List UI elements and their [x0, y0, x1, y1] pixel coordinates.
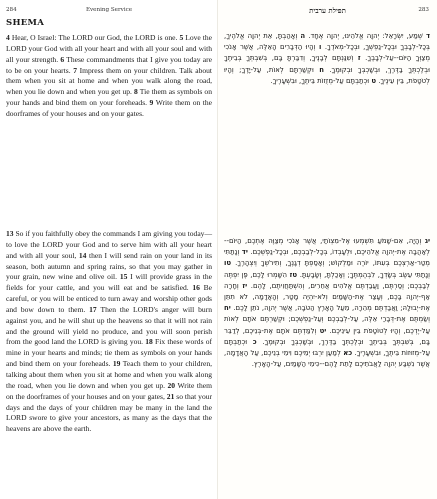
verse-number: 5: [179, 33, 184, 42]
verse-number: ז: [357, 54, 361, 63]
verse-number: ח: [319, 65, 324, 74]
verse-text: Write them on the doorframes of your houses and on your gates.: [6, 98, 212, 118]
verse-text: So if you faithfully obey the commands I am giving you today—to love the LORD your God and to serve him with all your heart and with all your soul,: [6, 229, 212, 260]
verse-number: ט: [371, 76, 377, 85]
verse-number: ד: [425, 32, 430, 40]
left-page: [0, 0, 218, 499]
verse-number: 18: [145, 337, 153, 347]
verse-text: שְׁמַע, יִשְׂרָאֵל: יְהוָה אֱלֹהֵינוּ, יְהוָה אֶחָד.: [308, 32, 423, 40]
verse-text: so that your days and the days of your children may be many in the land the LORD swore to give your ancestors, as many as the days that the heavens are above the earth.: [6, 391, 213, 434]
verse-text: וּכְתַבְתָּם עַל-מְזֻזוֹת בֵּיתֶךָ, וּבִשְׁעָרֶיךָ.: [270, 76, 370, 85]
verse-text: וְהָיָה, אִם-שָׁמֹעַ תִּשְׁמְעוּ אֶל-מִצְוֺתַי, אֲשֶׁר אָנֹכִי מְצַוֶּה אֶתְכֶם, הַיּוֹם--לְאַהֲבָה אֶת-יְהוָה אֱלֹהֵיכֶם, וּלְעָבְדוֹ, בְּכָל-לְבַבְכֶם, וּבְכָל-נַפְשְׁכֶם.: [224, 237, 430, 257]
verse-text: Tie them as symbols on your hands and bind them on your foreheads.: [6, 87, 212, 108]
verse-text: Be careful, or you will be enticed to turn away and worship other gods and bow down to them.: [6, 283, 212, 314]
verse-number: יט: [319, 326, 327, 335]
verse-text: Write them on the doorframes of your houses and on your gates,: [6, 380, 212, 401]
verse-text: Teach them to your children, talking about them when you sit at home and when you walk along the road, when you lie down and when you get up.: [6, 359, 213, 390]
verse-text: These commandments that I give you today are to be on your hearts.: [6, 54, 212, 75]
verse-text: וְהָיוּ הַדְּבָרִים הָאֵלֶּה, אֲשֶׁר אָנֹכִי מְצַוְּךָ הַיּוֹם--עַל-לְבָבֶךָ.: [224, 43, 431, 63]
verse-number: 15: [119, 272, 128, 282]
verse-text: הִשָּׁמְרוּ לָכֶם, פֶּן יִפְתֶּה לְבַבְכֶם; וְסַרְתֶּם, וַעֲבַדְתֶּם אֱלֹהִים אֲחֵרִים, וְהִשְׁתַּחֲוִיתֶם, לָהֶם.: [224, 270, 430, 290]
verse-text: Impress them on your children. Talk about them when you sit at home and when you walk along the road, when you lie down and when you get up.: [6, 65, 213, 97]
hebrew-paragraph-2: [224, 236, 430, 370]
verse-number: יד: [241, 248, 248, 257]
page-number: 284: [6, 7, 17, 13]
verse-text: וּכְתַבְתָּם עַל-מְזוּזוֹת בֵּיתֶךָ, וּבִשְׁעָרֶיךָ.: [224, 337, 431, 358]
verse-text: Love the LORD your God with all your heart and with all your soul and with all your strength.: [6, 33, 213, 64]
verse-number: 13: [6, 229, 14, 238]
verse-text: וְנָתַתִּי עֵשֶׂב בְּשָׂדְךָ, לִבְהֶמְתֶּךָ; וְאָכַלְתָּ, וְשָׂבָעְתָּ.: [299, 270, 430, 279]
verse-text: then I will send rain on your land in its season, both autumn and spring rains, so that you may gather in your grain, new wine and olive oil.: [6, 250, 213, 282]
verse-number: 6: [60, 54, 65, 64]
verse-number: 4: [6, 33, 10, 42]
verse-number: 7: [73, 65, 77, 75]
english-paragraph-1: [6, 33, 212, 120]
verse-number: ו: [319, 43, 322, 52]
verse-number: כא: [343, 349, 353, 358]
verse-number: 17: [89, 304, 97, 314]
verse-number: 16: [192, 283, 200, 293]
verse-number: 9: [149, 98, 154, 108]
verse-number: 21: [166, 391, 175, 401]
verse-number: טז: [289, 270, 298, 279]
verse-text: Then the LORD's anger will burn against you, and he will shut up the heavens so that it will not rain and the ground will yield no produce, and you will soon perish from the good land the LORD is giving you.: [6, 304, 212, 347]
english-paragraph-2: [6, 229, 212, 435]
verse-number: ה: [300, 32, 306, 40]
right-page: [218, 0, 437, 499]
verse-text: I will provide grass in the fields for your cattle, and you will eat and be satisfied.: [6, 272, 213, 293]
verse-number: 14: [78, 250, 87, 260]
verse-text: Fix these words of mine in your hearts and minds; tie them as symbols on your hands and bind them on your foreheads.: [6, 337, 213, 369]
verse-text: וּקְשַׁרְתָּם לְאוֹת, עַל-יָדֶךָ; וְהָיוּ לְטֹטָפֹת, בֵּין עֵינֶיךָ.: [224, 65, 430, 85]
verse-text: וְשַׂמְתֶּם אֶת-דְּבָרַי אֵלֶּה, עַל-לְבַבְכֶם וְעַל-נַפְשְׁכֶם; וּקְשַׁרְתֶּם אֹתָם לְאוֹת עַל-יֶדְכֶם, וְהָיוּ לְטוֹטָפֹת בֵּין עֵינֵיכֶם.: [224, 315, 430, 335]
verse-number: יג: [424, 237, 430, 245]
verse-text: וְחָרָה אַף-יְהוָה בָּכֶם, וְעָצַר אֶת-הַשָּׁמַיִם וְלֹא-יִהְיֶה מָטָר, וְהָאֲדָמָה, לֹא תִתֵּן אֶת-יְבוּלָהּ; וַאֲבַדְתֶּם מְהֵרָה, מֵעַל הָאָרֶץ הַטֹּבָה, אֲשֶׁר יְהוָה, נֹתֵן לָכֶם.: [224, 281, 430, 313]
verse-text: וְאָהַבְתָּ, אֵת יְהוָה אֱלֹהֶיךָ, בְּכָל-לְבָבְךָ וּבְכָל-נַפְשְׁךָ, וּבְכָל-מְאֹדֶךָ.: [224, 32, 430, 52]
running-head: Evening Service: [85, 7, 133, 13]
verse-number: יז: [242, 281, 248, 290]
page-number: 283: [418, 7, 429, 13]
verse-text: Hear, O Israel: The LORD our God, the LORD is one.: [11, 33, 178, 42]
verse-number: יח: [224, 304, 231, 313]
verse-number: 20: [167, 380, 176, 390]
verse-text: וְנָתַתִּי מְטַר-אַרְצְכֶם בְּעִתּוֹ, יוֹרֶה וּמַלְקוֹשׁ; וְאָסַפְתָּ דְגָנֶךָ, וְתִירֹשְׁךָ וְיִצְהָרֶךָ.: [224, 248, 430, 268]
verse-number: 19: [112, 359, 121, 369]
running-head: תפילת ערבית: [309, 6, 346, 15]
hebrew-paragraph-1: [224, 31, 430, 87]
section-title: SHEMA: [6, 18, 45, 28]
verse-number: כ: [252, 337, 257, 346]
verse-text: לְמַעַן יִרְבּוּ יְמֵיכֶם וִימֵי בְנֵיכֶם, עַל הָאֲדָמָה, אֲשֶׁר נִשְׁבַּע יְהוָה לַאֲבֹתֵיכֶם לָתֵת לָהֶם--כִּימֵי הַשָּׁמַיִם, עַל-הָאָרֶץ.: [224, 349, 430, 369]
verse-number: 8: [134, 87, 138, 97]
verse-text: וְלִמַּדְתֶּם אֹתָם אֶת-בְּנֵיכֶם, לְדַבֵּר בָּם, בְּשִׁבְתְּךָ בְּבֵיתֶךָ וּבְלֶכְתְּךָ בַדֶּרֶךְ, וּבְשָׁכְבְּךָ וּבְקוּמֶךָ.: [224, 326, 430, 346]
verse-text: וְשִׁנַּנְתָּם לְבָנֶיךָ, וְדִבַּרְתָּ בָּם, בְּשִׁבְתְּךָ בְּבֵיתֶךָ וּבְלֶכְתְּךָ בַדֶּרֶךְ, וּבְשָׁכְבְּךָ וּבְקוּמֶךָ.: [224, 54, 430, 74]
verse-number: טו: [224, 259, 232, 268]
